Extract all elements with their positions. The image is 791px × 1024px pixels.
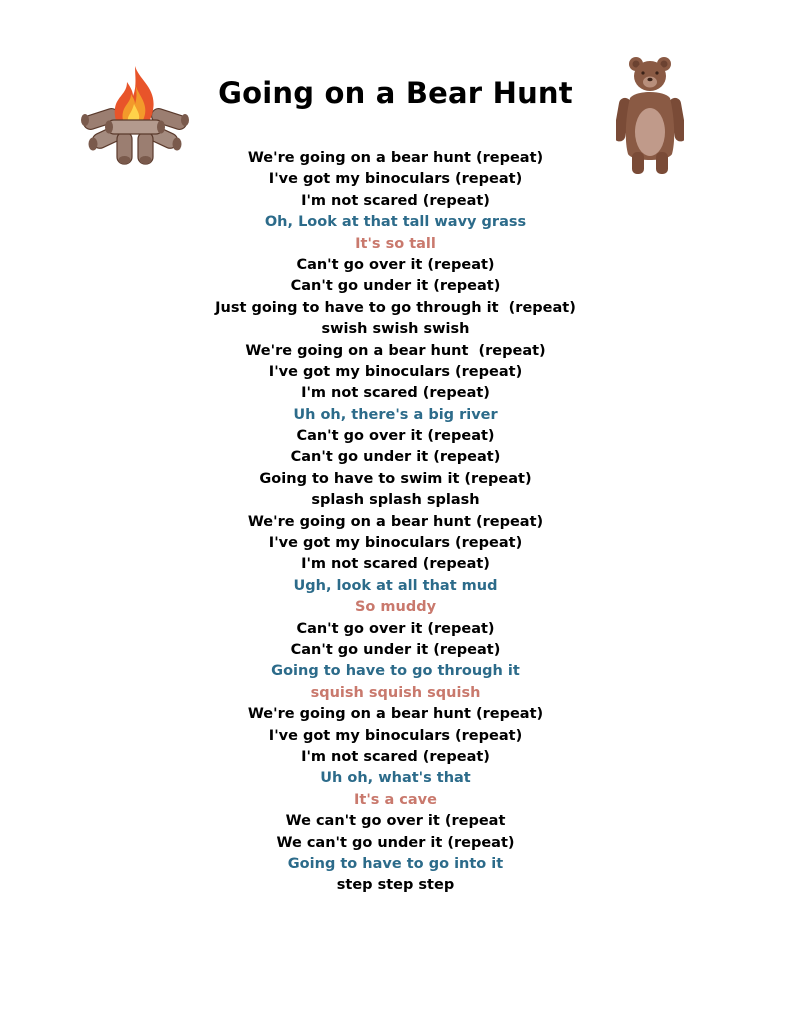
lyric-line: It's a cave	[354, 791, 437, 808]
lyric-line: It's so tall	[355, 235, 436, 252]
lyric-line: I've got my binoculars (repeat)	[268, 727, 523, 744]
lyric-line: Can't go under it (repeat)	[290, 449, 501, 466]
lyric-line: splash splash splash	[311, 492, 480, 509]
lyric-line: Just going to have to go through it (repeat)	[215, 299, 576, 316]
lyric-line: swish swish swish	[321, 321, 470, 338]
lyric-line: Can't go over it (repeat)	[296, 428, 495, 445]
lyric-line: Can't go under it (repeat)	[290, 641, 501, 658]
lyric-line: We can't go over it (repeat	[285, 813, 506, 830]
lyric-line: We're going on a bear hunt (repeat)	[247, 706, 544, 723]
lyric-line: So muddy	[354, 599, 437, 616]
page-title: Going on a Bear Hunt	[218, 76, 573, 110]
lyric-line: Going to have to swim it (repeat)	[259, 470, 532, 487]
lyric-line: Ugh, look at all that mud	[293, 577, 498, 594]
lyrics-list	[0, 148, 791, 897]
lyric-line: I'm not scared (repeat)	[301, 748, 490, 765]
lyric-line: I'm not scared (repeat)	[301, 192, 490, 209]
lyric-line: I'm not scared (repeat)	[301, 556, 490, 573]
lyric-line: squish squish squish	[310, 684, 481, 701]
lyric-line: We're going on a bear hunt (repeat)	[245, 342, 546, 359]
lyric-line: Oh, Look at that tall wavy grass	[264, 214, 527, 231]
lyric-line: I've got my binoculars (repeat)	[268, 171, 523, 188]
lyric-line: I've got my binoculars (repeat)	[268, 535, 523, 552]
lyric-line: I'm not scared (repeat)	[301, 385, 490, 402]
lyric-line: Going to have to go into it	[287, 855, 504, 872]
lyric-line: Uh oh, there's a big river	[293, 406, 498, 423]
lyric-line: We're going on a bear hunt (repeat)	[247, 150, 544, 166]
lyric-line: I've got my binoculars (repeat)	[268, 363, 523, 380]
lyric-line: We can't go under it (repeat)	[276, 834, 515, 851]
lyric-line: Uh oh, what's that	[320, 770, 471, 787]
lyric-line: Can't go over it (repeat)	[296, 620, 495, 637]
lyric-line: We're going on a bear hunt (repeat)	[247, 513, 544, 530]
lyric-line: Can't go under it (repeat)	[290, 278, 501, 295]
lyric-line: Can't go over it (repeat)	[296, 256, 495, 273]
lyric-line: Going to have to go through it	[271, 663, 520, 680]
lyric-line: step step step	[336, 877, 455, 894]
